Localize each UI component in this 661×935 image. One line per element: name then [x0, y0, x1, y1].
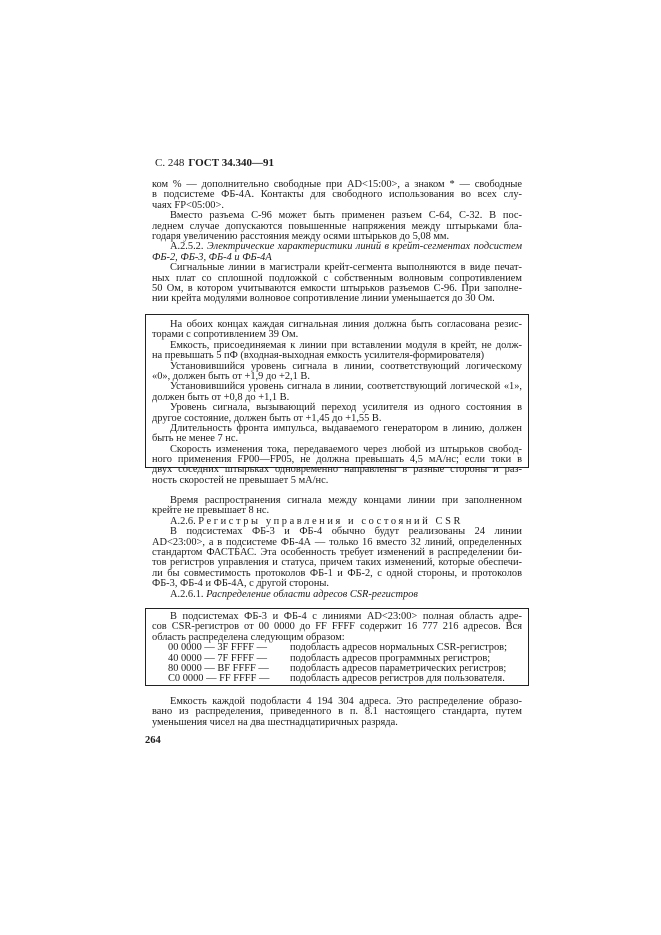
heading-number: А.2.6.1.: [170, 588, 204, 600]
heading-number: А.2.6.: [170, 515, 196, 527]
text-line: Установившийся уровень сигнала в линии, соответствующий логическому: [170, 360, 522, 372]
paragraph: [152, 211, 522, 242]
text-line: уменьшения чисел на два шестнадцатиричных разряда.: [152, 716, 398, 728]
paragraph: [152, 362, 522, 383]
text-line: двух соседних штырьках одновременно направлены в разные стороны и раз-: [152, 464, 522, 476]
text-line: нии крейта модулями волновое сопротивление линии уменьшается до 30 Ом.: [152, 293, 495, 305]
text-line: Длительность фронта импульса, выдаваемого генератором в линию, должен: [170, 422, 522, 434]
page-number: 264: [145, 735, 161, 746]
heading-title: ФБ-2, ФБ-3, ФБ-4 и ФБ-4А: [152, 251, 272, 263]
text-line: другое состояние, должен быть от +1,45 до +1,55 В.: [152, 412, 382, 424]
text-line: годаря увеличению расстояния между осями штырьков до 5,08 мм.: [152, 230, 450, 242]
text-line: область распределена следующим образом:: [152, 631, 345, 643]
address-range-description: подобласть адресов нормальных CSR-регистров;: [290, 642, 507, 654]
text-line: [152, 590, 522, 600]
text-line: На обоих концах каждая сигнальная линия должна быть согласована резис-: [170, 319, 522, 330]
paragraph: [152, 445, 522, 487]
text-line: ли бы совместимость протоколов ФБ-1 и ФБ-2, с одной стороны, и протоколов: [152, 567, 522, 579]
text-line: ком % — дополнительно свободные при AD<15:00>, а знаком * — свободные: [152, 179, 522, 190]
standard-number: ГОСТ 34.340—91: [188, 157, 275, 169]
heading-title: Регистры управления и состояний CSR: [198, 515, 463, 527]
paragraph: [152, 496, 522, 517]
paragraph: [152, 341, 522, 362]
text-line: тов регистров управления и статуса, причем таких изменений, которые обеспечи-: [152, 557, 522, 569]
text-line: Емкость, присоединяемая к линии при вставлении модуля в крейт, не долж-: [170, 339, 522, 351]
paragraph: [152, 180, 522, 211]
running-header: [155, 157, 274, 169]
text-line: в подсистеме ФБ-4А. Контакты для свободного использования во всех слу-: [152, 189, 522, 201]
intro-text-section: [152, 180, 522, 305]
paragraph: [152, 697, 522, 728]
paragraph: [152, 527, 522, 589]
text-line: торами с сопротивлением 39 Ом.: [152, 329, 299, 341]
text-line: Скорость изменения тока, передаваемого через любой из штырьков свобод-: [170, 443, 522, 455]
address-space-box-text: [152, 612, 522, 685]
text-line: Вместо разъема С-96 может быть применен разъем С-64, С-32. В пос-: [170, 210, 522, 222]
paragraph: [152, 320, 522, 341]
requirements-box-text: [152, 320, 522, 486]
paragraph: [152, 263, 522, 305]
text-line: Установившийся уровень сигнала в линии, соответствующий логической «1»,: [170, 381, 522, 393]
paragraph: [152, 612, 522, 643]
text-line: 50 Ом, в котором учитываются емкости штырьков разъемов С-96. При заполне-: [152, 282, 522, 294]
text-line: ных плат со сплошной подложкой с собственным волновым сопротивлением: [152, 272, 522, 284]
address-range-description: подобласть адресов программных регистров;: [290, 652, 491, 664]
text-line: леднем случае допускаются повышенные напряжения между штырьками бла-: [152, 220, 522, 232]
text-line: крейте не превышает 8 нс.: [152, 505, 270, 517]
page-reference: С. 248: [155, 157, 185, 169]
address-range-row: [152, 674, 522, 684]
address-range-row: [152, 643, 522, 653]
text-line: сов CSR-регистров от 00 0000 до FF FFFF содержит 16 777 216 адресов. Вся: [152, 621, 522, 633]
paragraph: [152, 403, 522, 424]
section-heading: [152, 242, 522, 263]
text-line: Уровень сигнала, вызывающий переход усилителя из одного состояния в: [170, 402, 522, 414]
text-line: стандартом ФАСТБАС. Эта особенность требует изменений в распределении би-: [152, 546, 522, 558]
text-line: должен быть от +0,8 до +1,1 В.: [152, 391, 290, 403]
section-heading: [152, 590, 522, 600]
heading-title: Электрические характеристики линий в крейт-сегментах подсистем: [206, 241, 522, 253]
text-line: В подсистемах ФБ-3 и ФБ-4 обычно будут реализованы 24 линии: [170, 526, 522, 538]
text-line: Время распространения сигнала между концами линии при заполненном: [170, 495, 522, 506]
heading-title: Распределение области адресов CSR-регистров: [206, 588, 418, 600]
text-line: ность скоростей не превышает 5 мА/нс.: [152, 474, 329, 486]
address-range-description: подобласть адресов регистров для пользователя.: [290, 673, 505, 685]
address-range-list: [152, 643, 522, 685]
heading-number: А.2.5.2.: [170, 241, 204, 253]
text-line: Сигнальные линии в магистрали крейт-сегмента выполняются в виде печат-: [170, 262, 522, 274]
paragraph: [152, 424, 522, 445]
text-line: ного применения FP00—FP05, не должна превышать 4,5 мА/нс; если токи в: [152, 454, 522, 466]
address-range-description: подобласть адресов параметрических регистров;: [290, 662, 507, 674]
conclusion-text: [152, 697, 522, 728]
text-line: «0», должен быть от +1,9 до +2,1 В.: [152, 370, 310, 382]
text-line: быть не менее 7 нс.: [152, 433, 239, 445]
address-range: 00 0000 — 3F FFFF —: [168, 642, 268, 654]
address-range: 40 0000 — 7F FFFF —: [168, 652, 268, 664]
paragraph: [152, 382, 522, 403]
text-line: Емкость каждой подобласти 4 194 304 адреса. Это распределение образо-: [170, 696, 522, 707]
address-range: 80 0000 — BF FFFF —: [168, 662, 269, 674]
text-line: AD<23:00>, а в подсистеме ФБ-4А — только 16 вместо 32 линий, определенных: [152, 536, 522, 548]
text-line: В подсистемах ФБ-3 и ФБ-4 с линиями AD<23:00> полная область адре-: [170, 611, 522, 622]
address-range: C0 0000 — FF FFFF —: [168, 673, 270, 685]
text-line: ФБ-3, ФБ-4 и ФБ-4А, с другой стороны.: [152, 578, 329, 590]
text-line: на превышать 5 пФ (входная-выходная емкость усилителя-формирователя): [152, 350, 485, 362]
csr-section: [152, 496, 522, 600]
text-line: вано из распределения, приведенного в п. 8.1 настоящего стандарта, путем: [152, 706, 522, 718]
text-line: чаях FP<05:00>.: [152, 199, 224, 211]
